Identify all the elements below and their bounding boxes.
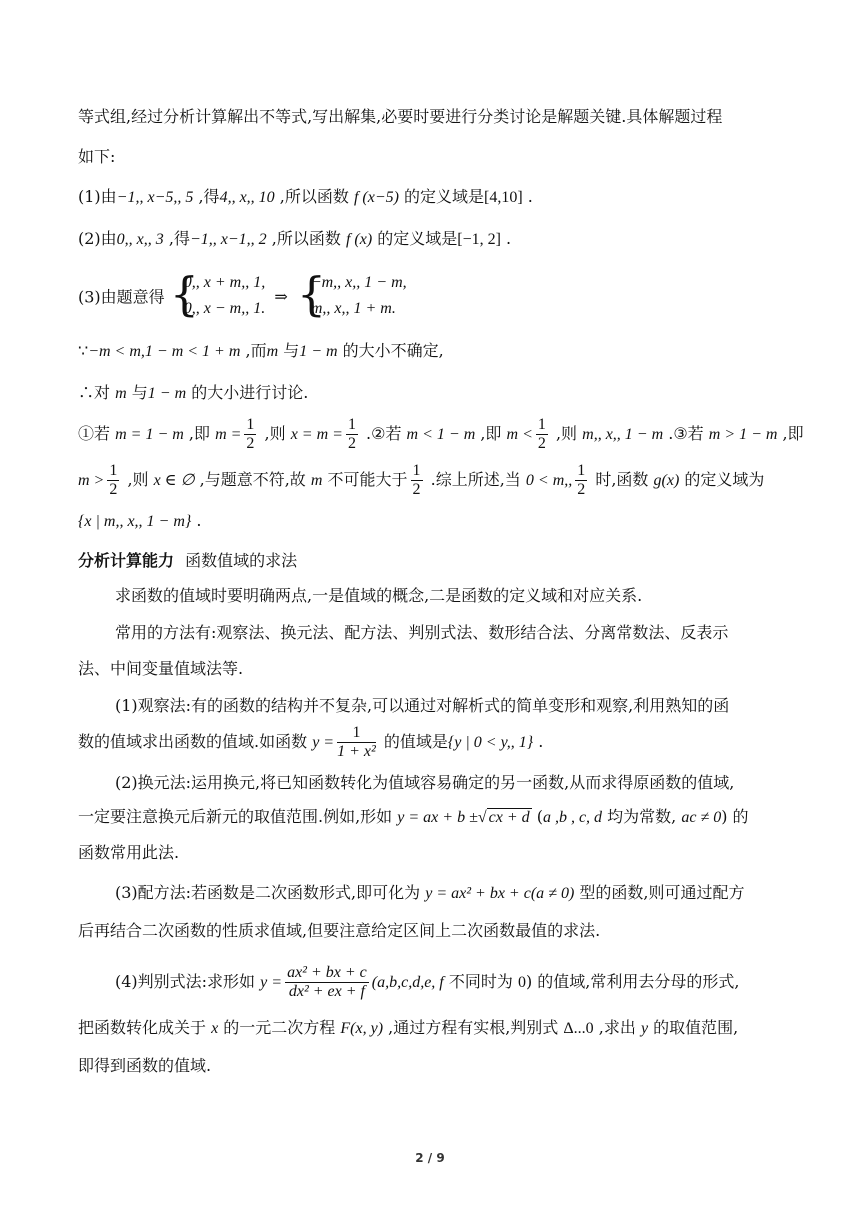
- system-left: { 0,, x + m,, 1, 0,, x − m,, 1.: [169, 267, 266, 321]
- page-number: 2 / 9: [415, 1151, 445, 1165]
- discriminant-line-3: 即得到函数的值域.: [78, 1056, 212, 1075]
- completing-square-line-2: 后再结合二次函数的性质求值域,但要注意给定区间上二次函数最值的求法.: [78, 921, 601, 940]
- completing-square-line-1: (3)配方法:若函数是二次函数形式,即可化为 y = ax² + bx + c(a ≠ 0) 型的函数,则可通过配方: [115, 883, 745, 902]
- cases-line-1: ①若 m = 1 − m ,即 m = $\frac{1}{2}$ ,则 x = m = $\frac{1}{2}$ .②若 m < 1 − m ,即 m < $\frac{1}{2}$ ,则 m,, x,, 1 − m .③若 m > 1 − m ,即: [78, 416, 804, 452]
- domain-item-2: (2)由0,, x,, 3 ,得−1,, x−1,, 2 ,所以函数 f (x) 的定义域是[−1, 2] .: [78, 229, 512, 248]
- cases-line-2: m > $\frac{1}{2}$ ,则 x ∈ ∅ ,与题意不符,故 m 不可能大于 $\frac{1}{2}$ .综上所述,当 0 < m,, $\frac{1}{2}$ 时,函数 g(x) 的定义域为: [78, 462, 765, 498]
- observe-line-2: 数的值域求出函数的值域.如函数 y = $\frac{1}{\text{1 + x²}}$ 的值域是{y | 0 < y,, 1} .: [78, 724, 544, 760]
- intro-line-2: 如下:: [78, 147, 116, 166]
- section-heading: [78, 550, 782, 572]
- discriminant-line-1: (4)判别式法:求形如 y = $\frac{\text{ax² + bx + c}}{\text{dx² + ex + f}}$ (a,b,c,d,e, f 不同时为 0) 的值域,常利用去分母的形式,: [115, 964, 740, 1000]
- section-subtitle: 函数值域的求法: [185, 551, 298, 570]
- system-right: { −m,, x,, 1 − m, m,, x,, 1 + m.: [296, 267, 407, 321]
- therefore-line: ∴对 m 与1 − m 的大小进行讨论.: [78, 383, 309, 402]
- substitution-line-1: (2)换元法:运用换元,将已知函数转化为值域容易确定的另一函数,从而求得原函数的值域,: [115, 773, 735, 792]
- cases-line-3: {x | m,, x,, 1 − m} .: [78, 511, 202, 530]
- discriminant-line-2: 把函数转化成关于 x 的一元二次方程 F(x, y) ,通过方程有实根,判别式 Δ...0 ,求出 y 的取值范围,: [78, 1018, 739, 1037]
- section-title: 分析计算能力: [78, 551, 175, 570]
- substitution-line-3: 函数常用此法.: [78, 843, 180, 862]
- observe-line-1: (1)观察法:有的函数的结构并不复杂,可以通过对解析式的简单变形和观察,利用熟知的函: [115, 696, 730, 715]
- substitution-line-2: 一定要注意换元后新元的取值范围.例如,形如 y = ax + b ±√ cx + d (a ,b , c, d 均为常数, ac ≠ 0) 的: [78, 807, 749, 826]
- intro-line-1: 等式组,经过分析计算解出不等式,写出解集,必要时要进行分类讨论是解题关键.具体解题过程: [78, 107, 723, 126]
- because-line: ∵−m < m,1 − m < 1 + m ,而m 与1 − m 的大小不确定,: [78, 341, 444, 360]
- methods-line-1: 常用的方法有:观察法、换元法、配方法、判别式法、数形结合法、分离常数法、反表示: [115, 623, 729, 642]
- domain-item-1: (1)由−1,, x−5,, 5 ,得4,, x,, 10 ,所以函数 f (x−5) 的定义域是[4,10] .: [78, 187, 533, 206]
- methods-line-2: 法、中间变量值域法等.: [78, 659, 244, 678]
- range-intro: 求函数的值域时要明确两点,一是值域的概念,二是函数的定义域和对应关系.: [115, 586, 643, 605]
- inequality-system: (3)由题意得 { 0,, x + m,, 1, 0,, x − m,, 1. ⇒ { −m,, x,, 1 − m, m,, x,, 1 + m.: [78, 267, 407, 321]
